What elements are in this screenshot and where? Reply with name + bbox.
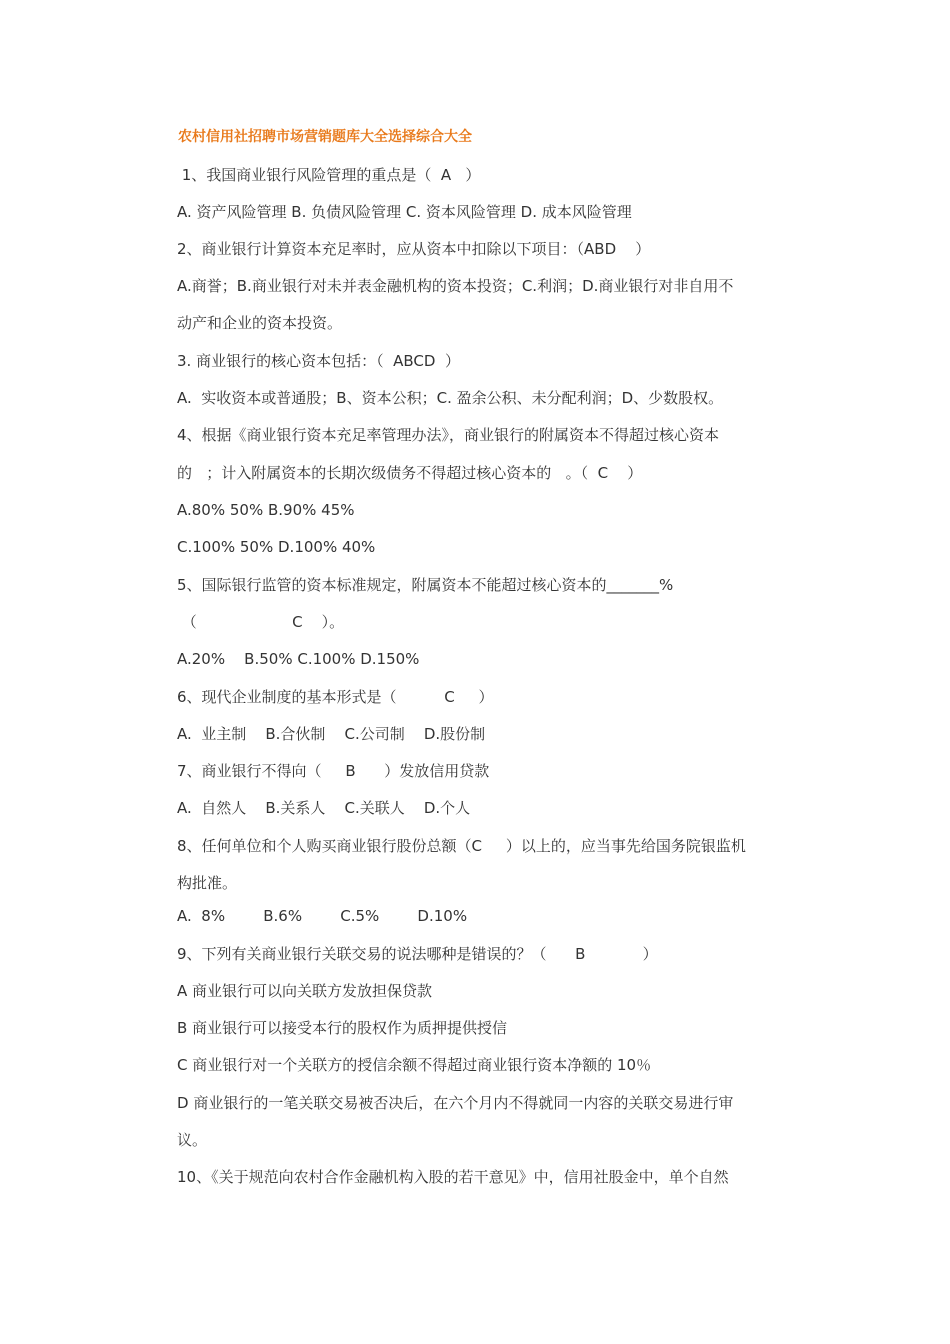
question-9-option-a: A 商业银行可以向关联方发放担保贷款 <box>177 982 433 1000</box>
question-5-answer: （ C ）。 <box>177 613 345 631</box>
question-9-option-d: D 商业银行的一笔关联交易被否决后，在六个月内不得就同一内容的关联交易进行审 <box>177 1094 734 1112</box>
question-4-cont: 的 ；计入附属资本的长期次级债务不得超过核心资本的 。（ C ） <box>177 464 643 482</box>
question-5: 5、国际银行监管的资本标准规定，附属资本不能超过核心资本的_______% <box>177 576 674 594</box>
question-9-option-b: B 商业银行可以接受本行的股权作为质押提供授信 <box>177 1019 508 1037</box>
question-2-options: A.商誉；B.商业银行对未并表金融机构的资本投资；C.利润；D.商业银行对非自用不 <box>177 277 734 295</box>
question-9-option-c: C 商业银行对一个关联方的授信余额不得超过商业银行资本净额的 10％ <box>177 1056 652 1074</box>
document-title: 农村信用社招聘市场营销题库大全选择综合大全 <box>178 129 472 145</box>
question-6-options: A. 业主制 B.合伙制 C.公司制 D.股份制 <box>177 725 486 743</box>
question-10: 10、《关于规范向农村合作金融机构入股的若干意见》中，信用社股金中，单个自然 <box>177 1168 729 1186</box>
question-7: 7、商业银行不得向（ B ）发放信用贷款 <box>177 762 490 780</box>
question-7-options: A. 自然人 B.关系人 C.关联人 D.个人 <box>177 799 471 817</box>
question-1-options: A. 资产风险管理 B. 负债风险管理 C. 资本风险管理 D. 成本风险管理 <box>177 203 632 221</box>
question-3: 3. 商业银行的核心资本包括：（ ABCD ） <box>177 352 460 370</box>
question-4-options-2: C.100% 50% D.100% 40% <box>177 538 376 556</box>
question-6: 6、现代企业制度的基本形式是（ C ） <box>177 688 494 706</box>
question-4-options-1: A.80% 50% B.90% 45% <box>177 501 355 519</box>
question-9: 9、下列有关商业银行关联交易的说法哪种是错误的？（ B ） <box>177 945 658 963</box>
question-8-options: A. 8% B.6% C.5% D.10% <box>177 907 468 925</box>
question-1: 1、我国商业银行风险管理的重点是（ A ） <box>177 166 481 184</box>
question-4: 4、根据《商业银行资本充足率管理办法》，商业银行的附属资本不得超过核心资本 <box>177 426 720 444</box>
question-3-options: A. 实收资本或普通股；B、资本公积；C. 盈余公积、未分配利润；D、少数股权。 <box>177 389 724 407</box>
question-8: 8、任何单位和个人购买商业银行股份总额（C ）以上的，应当事先给国务院银监机 <box>177 837 746 855</box>
question-2-options-cont: 动产和企业的资本投资。 <box>177 314 343 332</box>
question-9-option-d-cont: 议。 <box>177 1131 208 1149</box>
question-5-options: A.20% B.50% C.100% D.150% <box>177 650 420 668</box>
question-2: 2、商业银行计算资本充足率时，应从资本中扣除以下项目：（ABD ） <box>177 240 651 258</box>
question-8-cont: 构批准。 <box>177 874 238 892</box>
